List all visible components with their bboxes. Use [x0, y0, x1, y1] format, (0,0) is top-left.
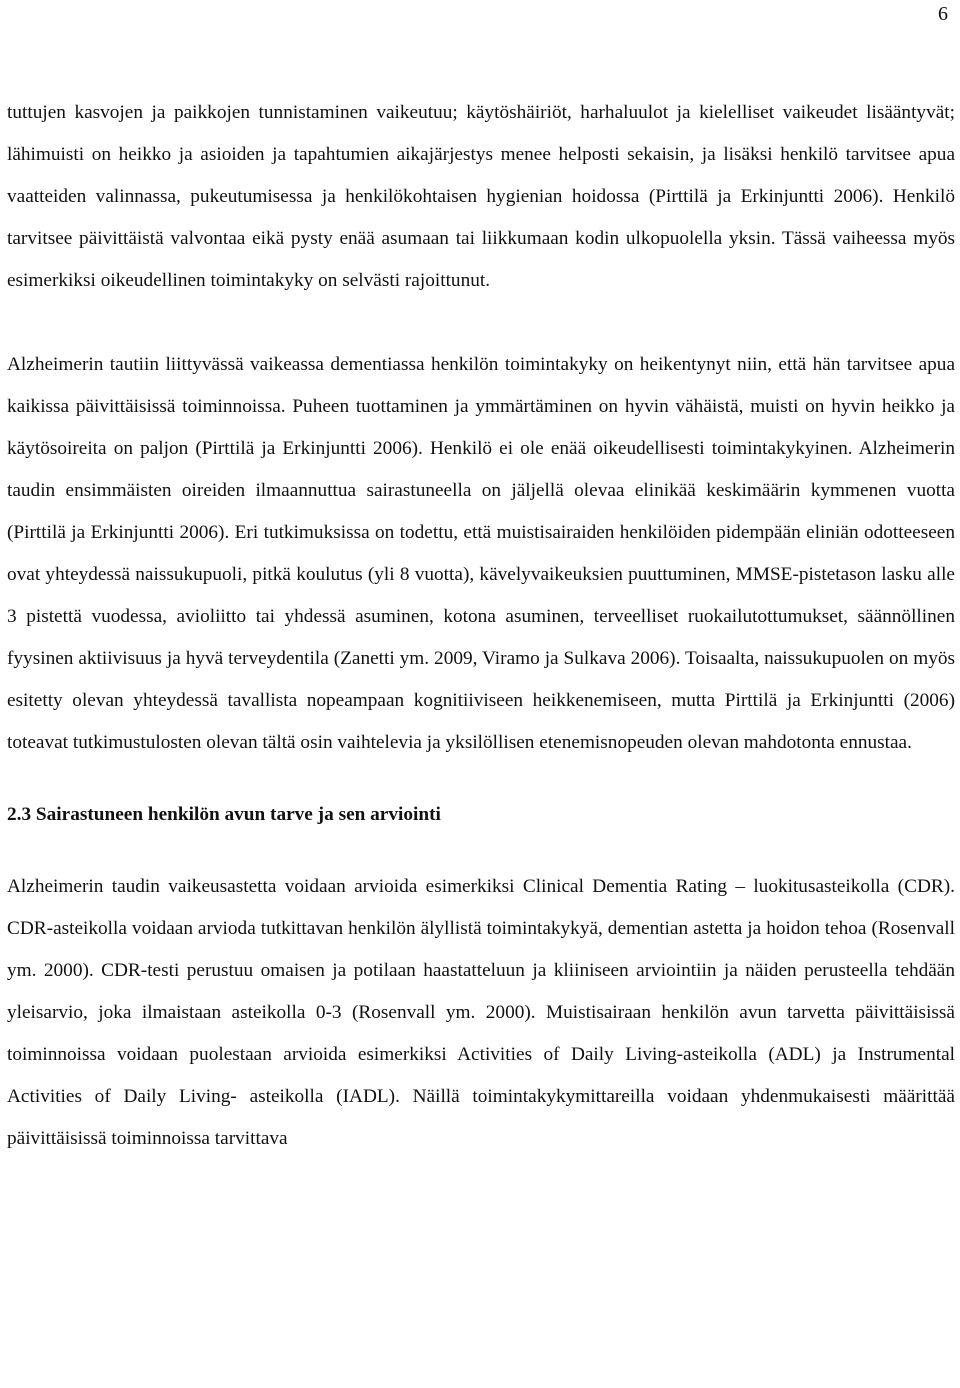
document-body	[7, 92, 955, 1160]
section-spacer	[7, 764, 955, 794]
section-spacer	[7, 836, 955, 866]
page-number: 6	[938, 3, 948, 25]
body-paragraph: Alzheimerin tautiin liittyvässä vaikeassa dementiassa henkilön toimintakyky on heikentynyt niin, että hän tarvitsee apua kaikissa päivittäisissä toiminnoissa. Puheen tuottaminen ja ymmärtäminen on hyvin vähäistä, muisti on hyvin heikko ja käytösoireita on paljon (Pirttilä ja Erkinjuntti 2006). Henkilö ei ole enää oikeudellisesti toimintakykyinen. Alzheimerin taudin ensimmäisten oireiden ilmaannuttua sairastuneella on jäljellä olevaa elinikää keskimäärin kymmenen vuotta (Pirttilä ja Erkinjuntti 2006). Eri tutkimuksissa on todettu, että muistisairaiden henkilöiden pidempään eliniän odotteeseen ovat yhteydessä naissukupuoli, pitkä koulutus (yli 8 vuotta), kävelyvaikeuksien puuttuminen, MMSE-pistetason lasku alle 3 pistettä vuodessa, avioliitto tai yhdessä asuminen, kotona asuminen, terveelliset ruokailutottumukset, säännöllinen fyysinen aktiivisuus ja hyvä terveydentila (Zanetti ym. 2009, Viramo ja Sulkava 2006). Toisaalta, naissukupuolen on myös esitetty olevan yhteydessä tavallista nopeampaan kognitiiviseen heikkenemiseen, mutta Pirttilä ja Erkinjuntti (2006) toteavat tutkimustulosten olevan tältä osin vaihtelevia ja yksilöllisen etenemisnopeuden olevan mahdotonta ennustaa.	[7, 354, 955, 753]
body-paragraph: tuttujen kasvojen ja paikkojen tunnistaminen vaikeutuu; käytöshäiriöt, harhaluulot ja kielelliset vaikeudet lisääntyvät; lähimuisti on heikko ja asioiden ja tapahtumien aikajärjestys menee helposti sekaisin, ja lisäksi henkilö tarvitsee apua vaatteiden valinnassa, pukeutumisessa ja henkilökohtaisen hygienian hoidossa (Pirttilä ja Erkinjuntti 2006). Henkilö tarvitsee päivittäistä valvontaa eikä pysty enää asumaan tai liikkumaan kodin ulkopuolella yksin. Tässä vaiheessa myös esimerkiksi oikeudellinen toimintakyky on selvästi rajoittunut.	[7, 102, 955, 291]
paragraph-spacer	[7, 302, 955, 344]
section-heading: 2.3 Sairastuneen henkilön avun tarve ja sen arviointi	[7, 804, 441, 825]
section-paragraph: Alzheimerin taudin vaikeusastetta voidaan arvioida esimerkiksi Clinical Dementia Rating – luokitusasteikolla (CDR). CDR-asteikolla voidaan arvioda tutkittavan henkilön älyllistä toimintakykyä, dementian astetta ja hoidon tehoa (Rosenvall ym. 2000). CDR-testi perustuu omaisen ja potilaan haastatteluun ja kliiniseen arviointiin ja näiden perusteella tehdään yleisarvio, joka ilmaistaan asteikolla 0-3 (Rosenvall ym. 2000). Muistisairaan henkilön avun tarvetta päivittäisissä toiminnoissa voidaan puolestaan arvioida esimerkiksi Activities of Daily Living-asteikolla (ADL) ja Instrumental Activities of Daily Living- asteikolla (IADL). Näillä toimintakykymittareilla voidaan yhdenmukaisesti määrittää päivittäisissä toiminnoissa tarvittava	[7, 876, 955, 1149]
